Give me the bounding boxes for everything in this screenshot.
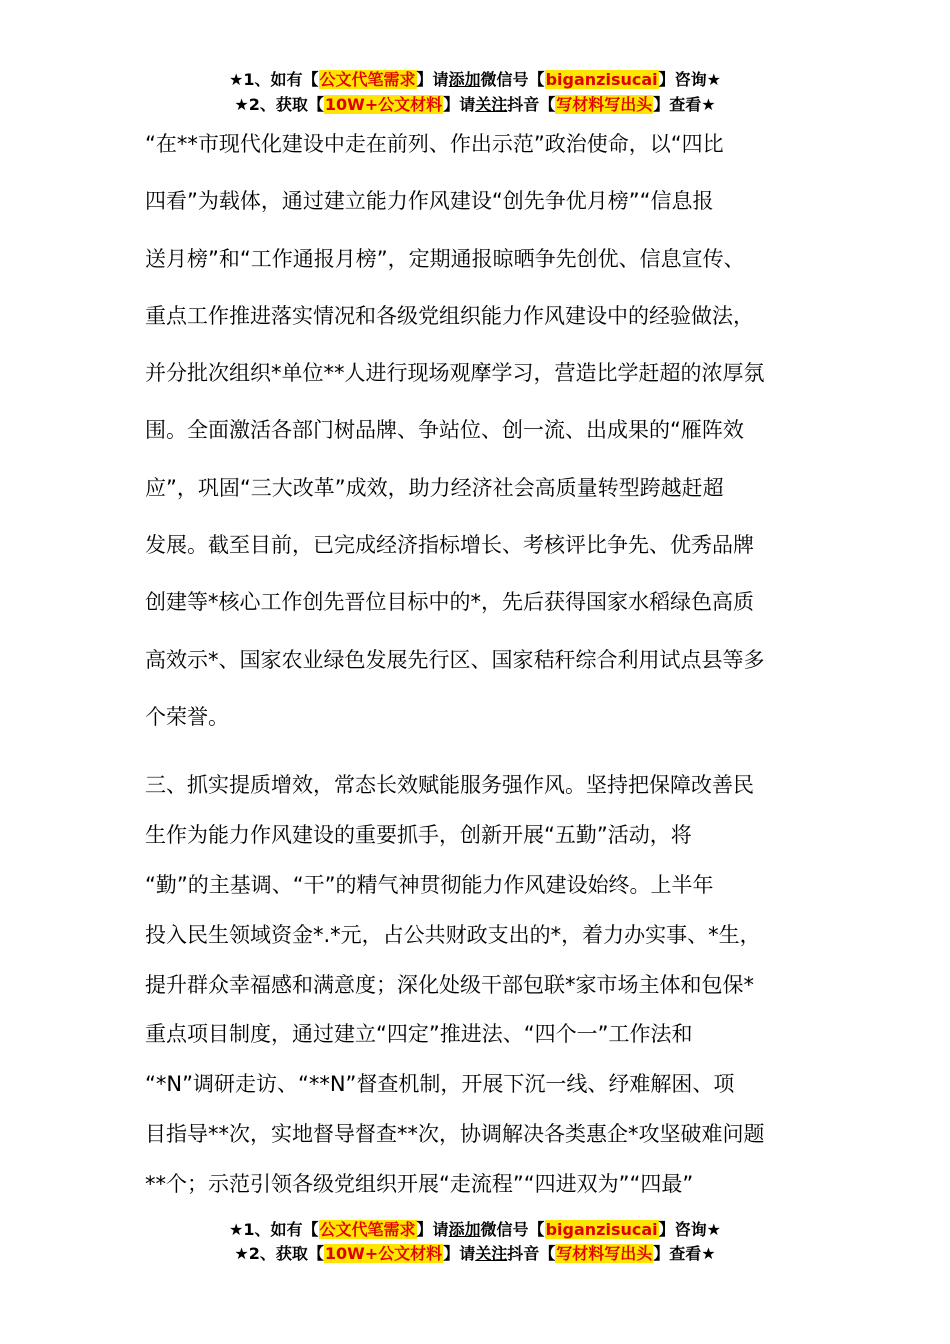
banner-text: 】请 [443, 95, 476, 114]
top-banner-line-2 [0, 93, 950, 117]
banner-text: 】查看★ [653, 95, 716, 114]
banner-underline: 关注 [475, 1244, 508, 1263]
text-line: “*N”调研走访、“**N”督查机制，开展下沉一线、纾难解困、项 [145, 1072, 735, 1097]
banner-text: 】请 [443, 1244, 476, 1263]
banner-text: 微信号【 [480, 70, 545, 89]
text-line: 创建等*核心工作创先晋位目标中的*，先后获得国家水稻绿色高质 [145, 590, 754, 615]
banner-highlight: 10W+公文材料 [324, 1244, 443, 1263]
banner-highlight: biganzisucai [545, 70, 658, 89]
banner-underline: 关注 [475, 95, 508, 114]
text-line: 投入民生领域资金*.*元，占公共财政支出的*，着力办实事、*生， [145, 922, 761, 947]
banner-text: ★2、获取【 [234, 95, 324, 114]
banner-highlight: 公文代笔需求 [319, 1220, 416, 1239]
text-line: 并分批次组织*单位**人进行现场观摩学习，营造比学赶超的浓厚氛 [145, 361, 765, 386]
banner-text: 抖音【 [507, 1244, 556, 1263]
text-line: “在**市现代化建设中走在前列、作出示范”政治使命，以“四比 [145, 132, 724, 156]
banner-text: 】咨询★ [658, 1220, 721, 1239]
text-line: 个荣誉。 [145, 704, 229, 729]
banner-highlight: 公文代笔需求 [319, 70, 416, 89]
text-line: 重点项目制度，通过建立“四定”推进法、“四个一”工作法和 [145, 1022, 693, 1047]
banner-text: 微信号【 [480, 1220, 545, 1239]
text-line: 发展。截至目前，已完成经济指标增长、考核评比争先、优秀品牌 [145, 533, 754, 558]
banner-text: 】请 [416, 1220, 449, 1239]
text-line: 目指导**次，实地督导督查**次，协调解决各类惠企*攻坚破难问题 [145, 1122, 765, 1147]
text-line: 高效示*、国家农业绿色发展先行区、国家秸秆综合利用试点县等多 [145, 647, 765, 672]
text-line: 四看”为载体，通过建立能力作风建设“创先争优月榜”“信息报 [145, 189, 714, 214]
banner-underline: 添加 [448, 1220, 481, 1239]
banner-text: 】请 [416, 70, 449, 89]
text-line: 重点工作推进落实情况和各级党组织能力作风建设中的经验做法， [145, 303, 754, 328]
text-line: “勤”的主基调、“干”的精气神贯彻能力作风建设始终。上半年 [145, 872, 714, 897]
banner-underline: 添加 [448, 70, 481, 89]
text-line: 应”，巩固“三大改革”成效，助力经济社会高质量转型跨越赶超 [145, 475, 724, 500]
text-line: 生作为能力作风建设的重要抓手，创新开展“五勤”活动，将 [145, 822, 692, 847]
banner-highlight: 写材料写出头 [556, 1244, 653, 1263]
banner-text: 】查看★ [653, 1244, 716, 1263]
banner-highlight: 10W+公文材料 [324, 95, 443, 114]
text-line: 提升群众幸福感和满意度；深化处级干部包联*家市场主体和包保* [145, 972, 754, 997]
bottom-banner-line-1 [0, 1218, 950, 1242]
banner-text: ★1、如有【 [229, 70, 319, 89]
banner-text: 】咨询★ [658, 70, 721, 89]
banner-text: ★1、如有【 [229, 1220, 319, 1239]
text-line: 三、抓实提质增效，常态长效赋能服务强作风。坚持把保障改善民 [145, 773, 754, 797]
banner-highlight: biganzisucai [545, 1220, 658, 1239]
text-line: 送月榜”和“工作通报月榜”，定期通报晾晒争先创优、信息宣传、 [145, 246, 745, 271]
text-line: 围。全面激活各部门树品牌、争站位、创一流、出成果的“雁阵效 [145, 418, 744, 443]
banner-text: 抖音【 [507, 95, 556, 114]
banner-highlight: 写材料写出头 [556, 95, 653, 114]
banner-text: ★2、获取【 [234, 1244, 324, 1263]
paragraph-2 [145, 761, 825, 1210]
paragraph-1 [145, 116, 825, 746]
top-banner-line-1 [0, 68, 950, 92]
text-line: **个；示范引领各级党组织开展“走流程”“四进双为”“四最” [145, 1172, 694, 1197]
bottom-banner-line-2 [0, 1242, 950, 1266]
